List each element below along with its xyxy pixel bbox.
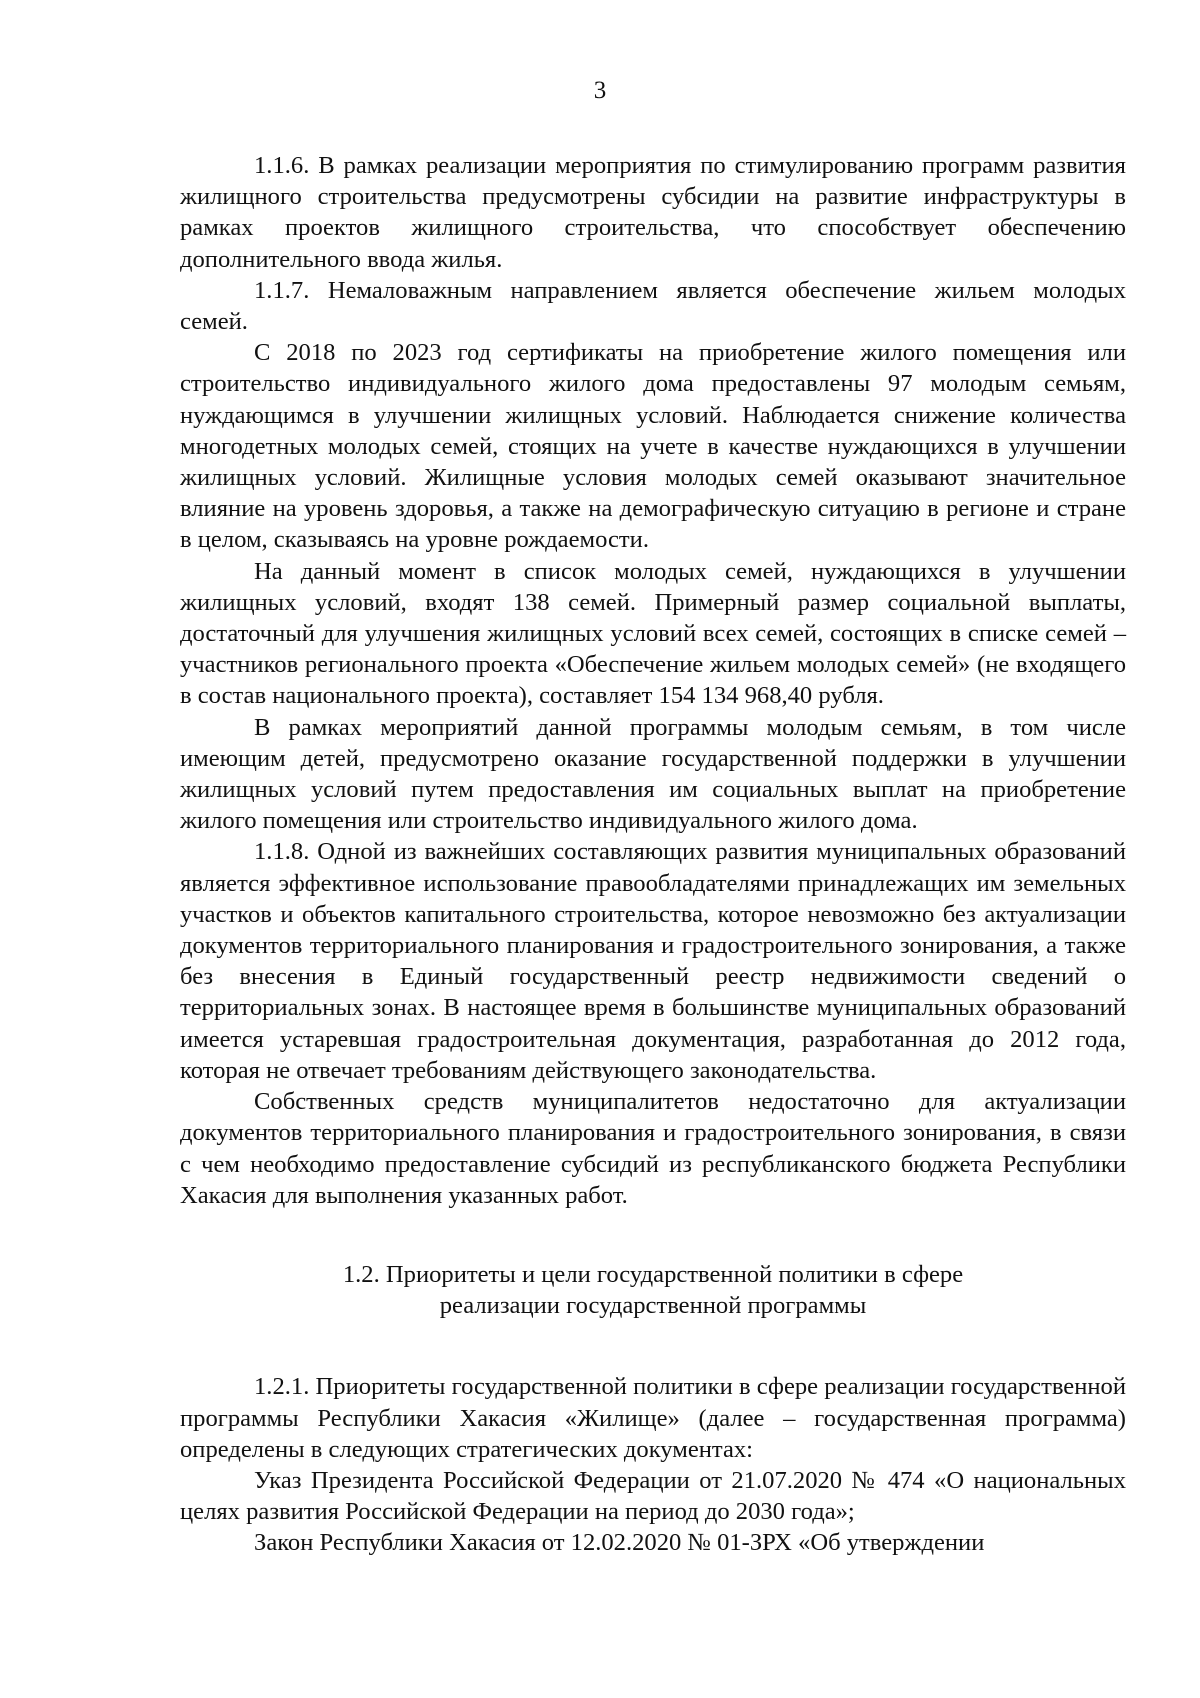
paragraph-republic-law: Закон Республики Хакасия от 12.02.2020 № 01-ЗРХ «Об утверждении bbox=[254, 1529, 985, 1557]
paragraph-1-2-1: 1.2.1. Приоритеты государственной политики в сфере реализации государственной программы Республики Хакасия «Жилище» (далее – государственная программа) определены в следующих стратегических документах: bbox=[180, 1373, 1126, 1463]
paragraph-families-list: На данный момент в список молодых семей, нуждающихся в улучшении жилищных условий, входят 138 семей. Примерный размер социальной выплаты, достаточный для улучшения жилищных условий всех семей, состоящих в списке семей – участников регионального проекта «Обеспечение жильем молодых семей» (не входящего в состав национального проекта), составляет 154 134 968,40 рубля. bbox=[180, 557, 1126, 710]
paragraph-municipal-funds: Собственных средств муниципалитетов недостаточно для актуализации документов территориального планирования и градостроительного зонирования, в связи с чем необходимо предоставление субсидий из республиканского бюджета Республики Хакасия для выполнения указанных работ. bbox=[180, 1088, 1126, 1209]
paragraph-1-1-7: 1.1.7. Немаловажным направлением является обеспечение жильем молодых семей. bbox=[180, 276, 1126, 336]
page-number: 3 bbox=[593, 77, 607, 104]
paragraph-1-1-8: 1.1.8. Одной из важнейших составляющих развития муниципальных образований является эффективное использование правообладателями принадлежащих им земельных участков и объектов капитального строительства, которое невозможно без актуализации документов территориального планирования и градостроительного зонирования, а также без внесения в Единый государственный реестр недвижимости сведений о территориальных зонах. В настоящее время в большинстве муниципальных образований имеется устаревшая градостроительная документация, разработанная до 2012 года, которая не отвечает требованиям действующего законодательства. bbox=[180, 838, 1126, 1084]
paragraph-state-support: В рамках мероприятий данной программы молодым семьям, в том числе имеющим детей, предусмотрено оказание государственной поддержки в улучшении жилищных условий путем предоставления им социальных выплат на приобретение жилого помещения или строительство индивидуального жилого дома. bbox=[180, 713, 1126, 835]
paragraph-1-1-6: 1.1.6. В рамках реализации мероприятия по стимулированию программ развития жилищного строительства предусмотрены субсидии на развитие инфраструктуры в рамках проектов жилищного строительства, что способствует обеспечению дополнительного ввода жилья. bbox=[180, 152, 1126, 273]
section-heading-1-2 bbox=[180, 1259, 1126, 1321]
section-heading-line-1: 1.2. Приоритеты и цели государственной политики в сфере bbox=[342, 1260, 964, 1288]
paragraph-certificates: С 2018 по 2023 год сертификаты на приобретение жилого помещения или строительство индивидуального жилого дома предоставлены 97 молодым семьям, нуждающимся в улучшении жилищных условий. Наблюдается снижение количества многодетных молодых семей, стоящих на учете в качестве нуждающихся в улучшении жилищных условий. Жилищные условия молодых семей оказывают значительное влияние на уровень здоровья, а также на демографическую ситуацию в регионе и стране в целом, сказываясь на уровне рождаемости. bbox=[180, 339, 1126, 554]
paragraph-presidential-decree: Указ Президента Российской Федерации от 21.07.2020 № 474 «О национальных целях развития Российской Федерации на период до 2030 года»; bbox=[180, 1466, 1126, 1526]
section-heading-line-2: реализации государственной программы bbox=[439, 1292, 867, 1320]
document-body bbox=[180, 150, 1126, 1559]
